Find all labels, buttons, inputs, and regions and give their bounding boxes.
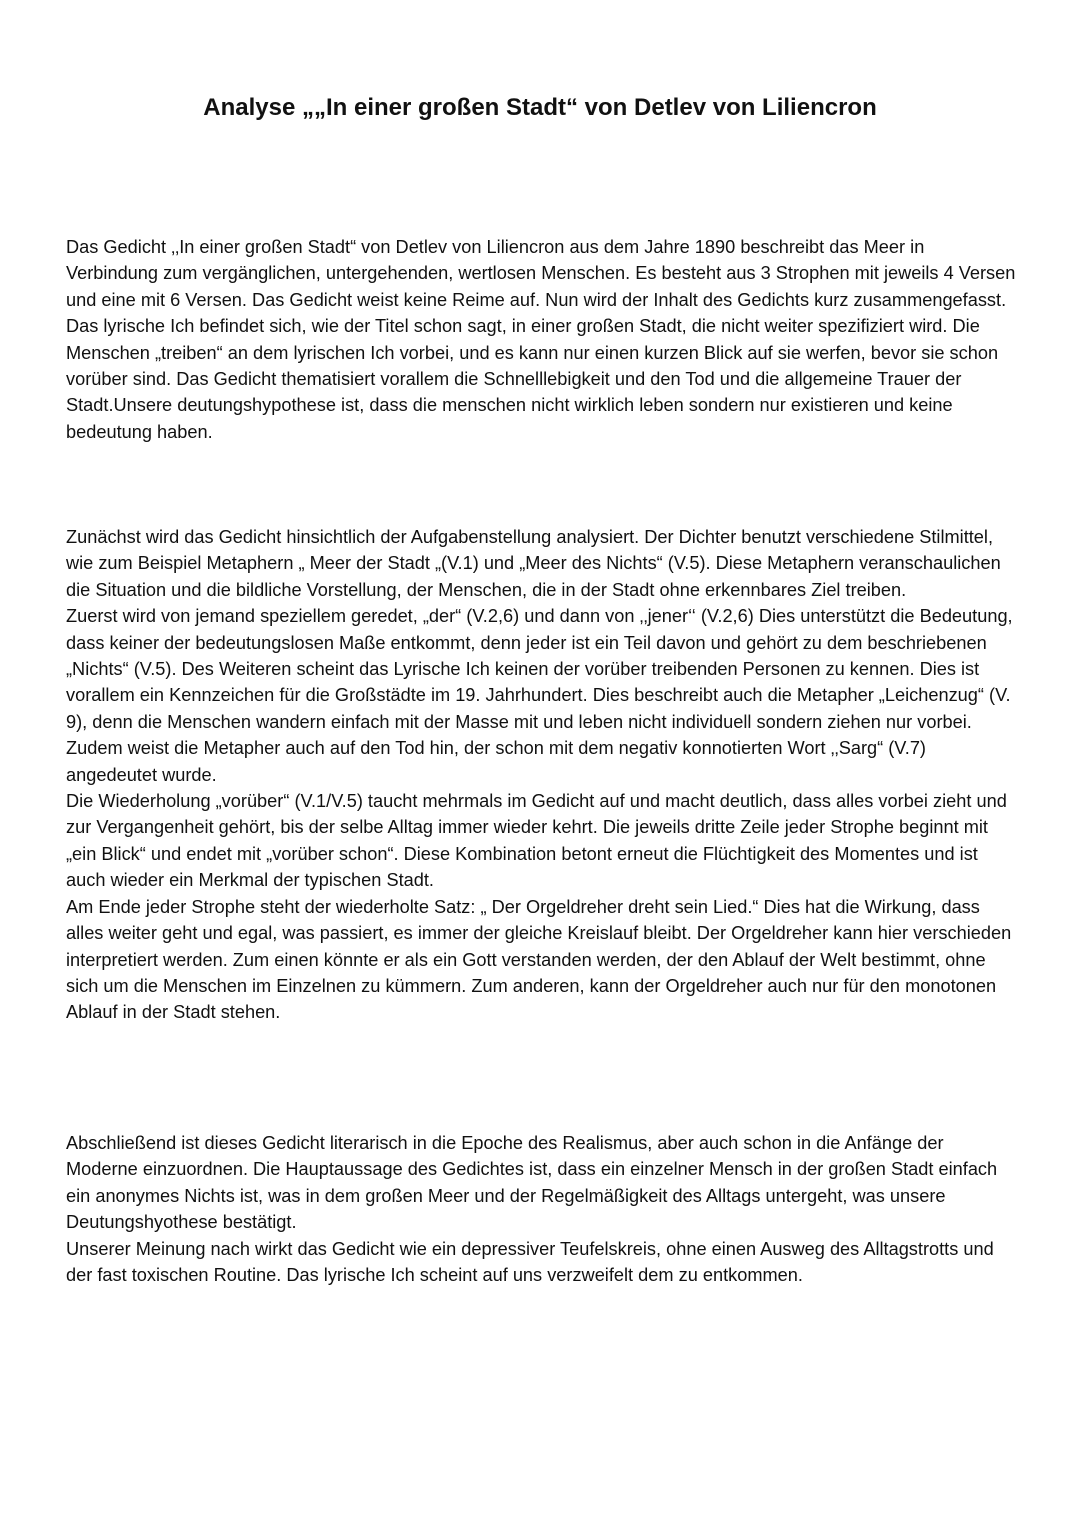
intro-section — [66, 234, 1016, 445]
analysis-paragraph: Zunächst wird das Gedicht hinsichtlich der Aufgabenstellung analysiert. Der Dichter benutzt verschiedene Stilmittel, wie zum Beispiel Metaphern „ Meer der Stadt „(V.1) und „Meer des Nichts“ (V.5). Diese Metaphern veranschaulichen die Situation und die bildliche Vorstellung, der Menschen, die in der Stadt ohne erkennbares Ziel treiben. — [66, 527, 1001, 600]
analysis-section — [66, 524, 1016, 1026]
analysis-paragraph: Am Ende jeder Strophe steht der wiederholte Satz: „ Der Orgeldreher dreht sein Lied.“ Dies hat die Wirkung, dass alles weiter geht und egal, was passiert, es immer der gleiche Kreislauf bleibt. Der Orgeldreher kann hier verschieden interpretiert werden. Zum einen könnte er als ein Gott verstanden werden, der den Ablauf der Welt bestimmt, ohne sich um die Menschen im Einzelnen zu kümmern. Zum anderen, kann der Orgeldreher auch nur für den monotonen Ablauf in der Stadt stehen. — [66, 896, 1012, 1023]
page-title: Analyse „„In einer großen Stadt“ von Detlev von Liliencron — [203, 94, 877, 121]
conclusion-paragraph: Unserer Meinung nach wirkt das Gedicht wie ein depressiver Teufelskreis, ohne einen Ausweg des Alltagstrotts und der fast toxischen Routine. Das lyrische Ich scheint auf uns verzweifelt dem zu entkommen. — [66, 1238, 994, 1286]
analysis-paragraph: Die Wiederholung „vorüber“ (V.1/V.5) taucht mehrmals im Gedicht auf und macht deutlich, dass alles vorbei zieht und zur Vergangenheit gehört, bis der selbe Alltag immer wieder kehrt. Die jeweils dritte Zeile jeder Strophe beginnt mit „ein Blick“ und endet mit „vorüber schon“. Diese Kombination betont erneut die Flüchtigkeit des Momentes und ist auch wieder ein Merkmal der typischen Stadt. — [66, 791, 1007, 891]
analysis-paragraph: Zuerst wird von jemand speziellem geredet, „der“ (V.2,6) und dann von ‚‚jener‘‘ (V.2,6) Dies unterstützt die Bedeutung, dass keiner der bedeutungslosen Maße entkommt, denn jeder ist ein Teil davon und gehört zu dem beschriebenen „Nichts“ (V.5). Des Weiteren scheint das Lyrische Ich keinen der vorüber treibenden Personen zu kennen. Dies ist vorallem ein Kennzeichen für die Großstädte im 19. Jahrhundert. Dies beschreibt auch die Metapher „Leichenzug“ (V. 9), denn die Menschen wandern einfach mit der Masse mit und leben nicht individuell sondern ziehen nur vorbei. Zudem weist die Metapher auch auf den Tod hin, der schon mit dem negativ konnotierten Wort ‚‚Sarg“ (V.7) angedeutet wurde. — [66, 606, 1013, 785]
conclusion-paragraph: Abschließend ist dieses Gedicht literarisch in die Epoche des Realismus, aber auch schon in die Anfänge der Moderne einzuordnen. Die Hauptaussage des Gedichtes ist, dass ein einzelner Mensch in der großen Stadt einfach ein anonymes Nichts ist, was in dem großen Meer und der Regelmäßigkeit des Alltags untergeht, was unsere Deutungshyothese bestätigt. — [66, 1133, 998, 1233]
conclusion-section — [66, 1130, 1016, 1288]
intro-paragraph: Das Gedicht ‚‚In einer großen Stadt“ von Detlev von Liliencron aus dem Jahre 1890 beschreibt das Meer in Verbindung zum vergänglichen, untergehenden, wertlosen Menschen. Es besteht aus 3 Strophen mit jeweils 4 Versen und eine mit 6 Versen. Das Gedicht weist keine Reime auf. Nun wird der Inhalt des Gedichts kurz zusammengefasst. Das lyrische Ich befindet sich, wie der Titel schon sagt, in einer großen Stadt, die nicht weiter spezifiziert wird. Die Menschen „treiben“ an dem lyrischen Ich vorbei, und es kann nur einen kurzen Blick auf sie werfen, bevor sie schon vorüber sind. Das Gedicht thematisiert vorallem die Schnelllebigkeit und den Tod und die allgemeine Trauer der Stadt.Unsere deutungshypothese ist, dass die menschen nicht wirklich leben sondern nur existieren und keine bedeutung haben. — [66, 237, 1016, 442]
